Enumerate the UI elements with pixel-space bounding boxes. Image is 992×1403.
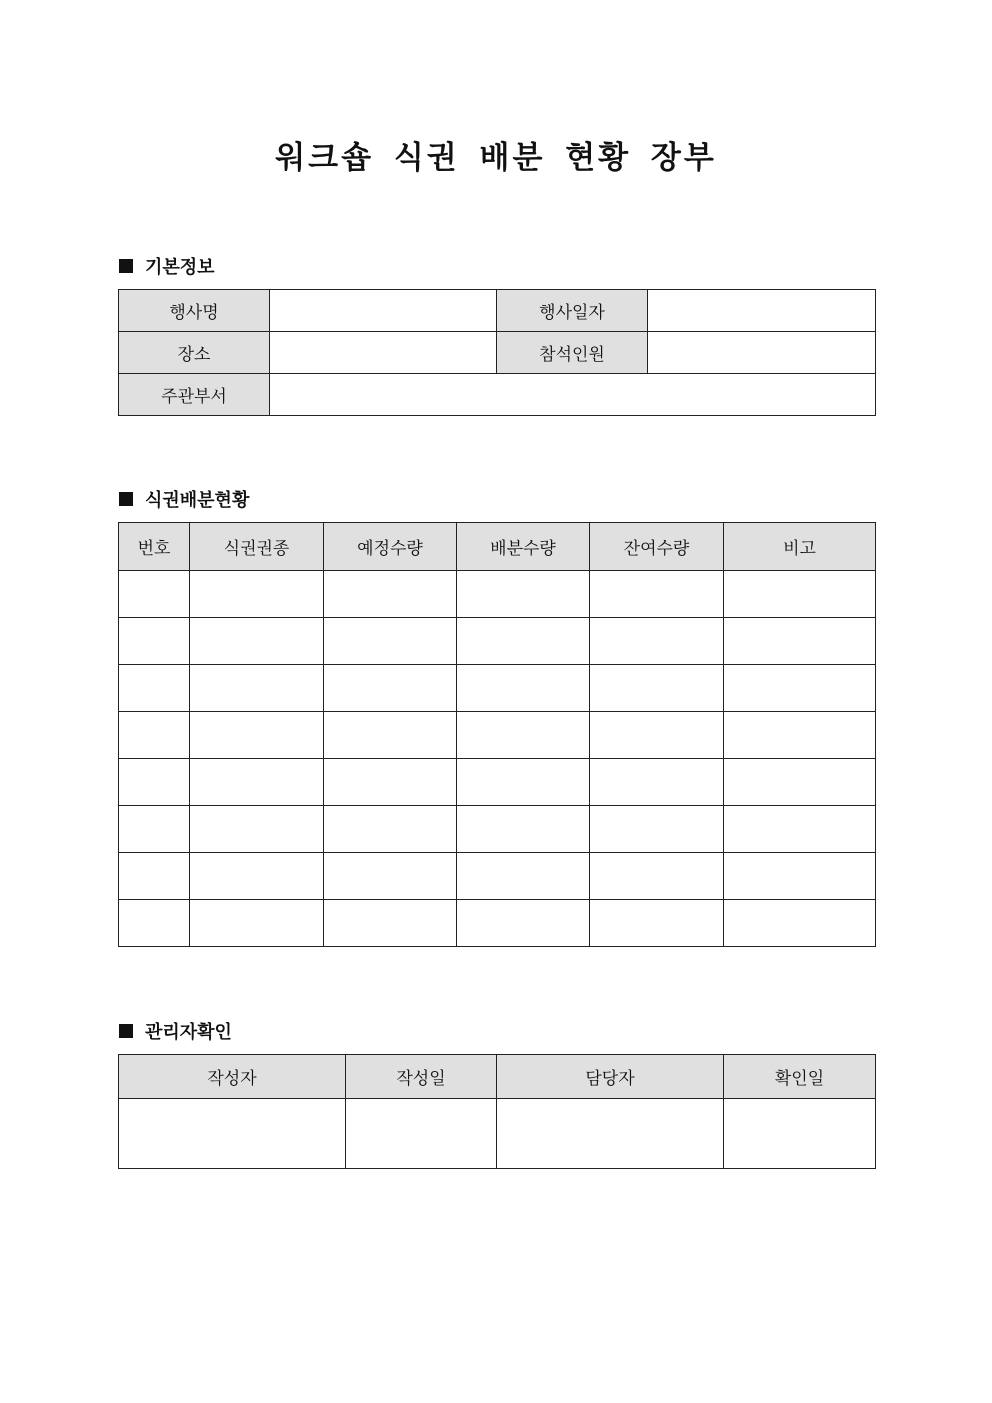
table-cell[interactable] — [190, 712, 324, 759]
table-row — [119, 665, 876, 712]
table-cell[interactable] — [457, 806, 590, 853]
table-cell[interactable] — [457, 853, 590, 900]
table-cell[interactable] — [724, 759, 876, 806]
distribution-table — [118, 522, 876, 947]
section-heading-label: 기본정보 — [145, 257, 215, 278]
column-header-planned-qty: 예정수량 — [324, 523, 457, 571]
square-bullet-icon — [119, 259, 133, 273]
table-cell[interactable] — [724, 571, 876, 618]
table-cell[interactable] — [590, 759, 724, 806]
column-header-confirm-date: 확인일 — [724, 1055, 876, 1099]
attendees-field[interactable] — [648, 332, 876, 374]
section-heading-manager — [119, 1018, 232, 1044]
column-header-ticket-type: 식권권종 — [190, 523, 324, 571]
column-header-person-in-charge: 담당자 — [497, 1055, 724, 1099]
location-label: 장소 — [119, 332, 270, 374]
table-row — [119, 1099, 876, 1169]
table-cell[interactable] — [190, 900, 324, 947]
table-cell[interactable] — [324, 571, 457, 618]
confirm-date-field[interactable] — [724, 1099, 876, 1169]
table-cell[interactable] — [724, 853, 876, 900]
column-header-remaining-qty: 잔여수량 — [590, 523, 724, 571]
person-in-charge-field[interactable] — [497, 1099, 724, 1169]
table-row — [119, 712, 876, 759]
table-cell[interactable] — [324, 618, 457, 665]
table-cell[interactable] — [457, 712, 590, 759]
table-cell[interactable] — [119, 712, 190, 759]
table-row — [119, 618, 876, 665]
host-dept-label: 주관부서 — [119, 374, 270, 416]
table-row — [119, 571, 876, 618]
table-cell[interactable] — [457, 900, 590, 947]
manager-confirm-table — [118, 1054, 876, 1169]
table-cell[interactable] — [457, 571, 590, 618]
location-field[interactable] — [270, 332, 497, 374]
table-cell[interactable] — [457, 618, 590, 665]
table-cell[interactable] — [457, 665, 590, 712]
table-cell[interactable] — [119, 618, 190, 665]
table-cell[interactable] — [457, 759, 590, 806]
table-cell[interactable] — [590, 806, 724, 853]
author-field[interactable] — [119, 1099, 346, 1169]
table-cell[interactable] — [190, 618, 324, 665]
column-header-remarks: 비고 — [724, 523, 876, 571]
table-cell[interactable] — [324, 759, 457, 806]
event-date-label: 행사일자 — [497, 290, 648, 332]
table-cell[interactable] — [724, 712, 876, 759]
table-cell[interactable] — [324, 853, 457, 900]
table-cell[interactable] — [590, 571, 724, 618]
table-cell[interactable] — [119, 806, 190, 853]
event-date-field[interactable] — [648, 290, 876, 332]
table-cell[interactable] — [119, 571, 190, 618]
square-bullet-icon — [119, 1024, 133, 1038]
table-cell[interactable] — [324, 712, 457, 759]
table-cell[interactable] — [724, 665, 876, 712]
basic-info-table — [118, 289, 876, 416]
table-row — [119, 900, 876, 947]
section-heading-basic-info — [119, 253, 215, 279]
event-name-label: 행사명 — [119, 290, 270, 332]
table-cell[interactable] — [724, 618, 876, 665]
column-header-number: 번호 — [119, 523, 190, 571]
table-cell[interactable] — [324, 806, 457, 853]
section-heading-label: 관리자확인 — [145, 1022, 232, 1043]
table-cell[interactable] — [119, 900, 190, 947]
table-cell[interactable] — [190, 665, 324, 712]
square-bullet-icon — [119, 492, 133, 506]
table-cell[interactable] — [324, 665, 457, 712]
section-heading-distribution — [119, 486, 249, 512]
table-cell[interactable] — [190, 571, 324, 618]
table-header-row — [119, 1055, 876, 1099]
event-name-field[interactable] — [270, 290, 497, 332]
table-cell[interactable] — [590, 618, 724, 665]
table-cell[interactable] — [119, 853, 190, 900]
page-title: 워크숍 식권 배분 현황 장부 — [275, 140, 717, 176]
table-cell[interactable] — [190, 759, 324, 806]
section-heading-label: 식권배분현황 — [145, 490, 250, 511]
table-header-row — [119, 523, 876, 571]
host-dept-field[interactable] — [270, 374, 876, 416]
table-cell[interactable] — [190, 853, 324, 900]
table-cell[interactable] — [590, 665, 724, 712]
written-date-field[interactable] — [346, 1099, 497, 1169]
table-cell[interactable] — [119, 665, 190, 712]
table-cell[interactable] — [590, 853, 724, 900]
table-cell[interactable] — [119, 759, 190, 806]
table-cell[interactable] — [724, 806, 876, 853]
table-row — [119, 853, 876, 900]
table-row — [119, 759, 876, 806]
table-cell[interactable] — [324, 900, 457, 947]
table-cell[interactable] — [724, 900, 876, 947]
table-cell[interactable] — [190, 806, 324, 853]
attendees-label: 참석인원 — [497, 332, 648, 374]
column-header-written-date: 작성일 — [346, 1055, 497, 1099]
table-cell[interactable] — [590, 900, 724, 947]
table-cell[interactable] — [590, 712, 724, 759]
column-header-author: 작성자 — [119, 1055, 346, 1099]
column-header-distributed-qty: 배분수량 — [457, 523, 590, 571]
table-row — [119, 806, 876, 853]
